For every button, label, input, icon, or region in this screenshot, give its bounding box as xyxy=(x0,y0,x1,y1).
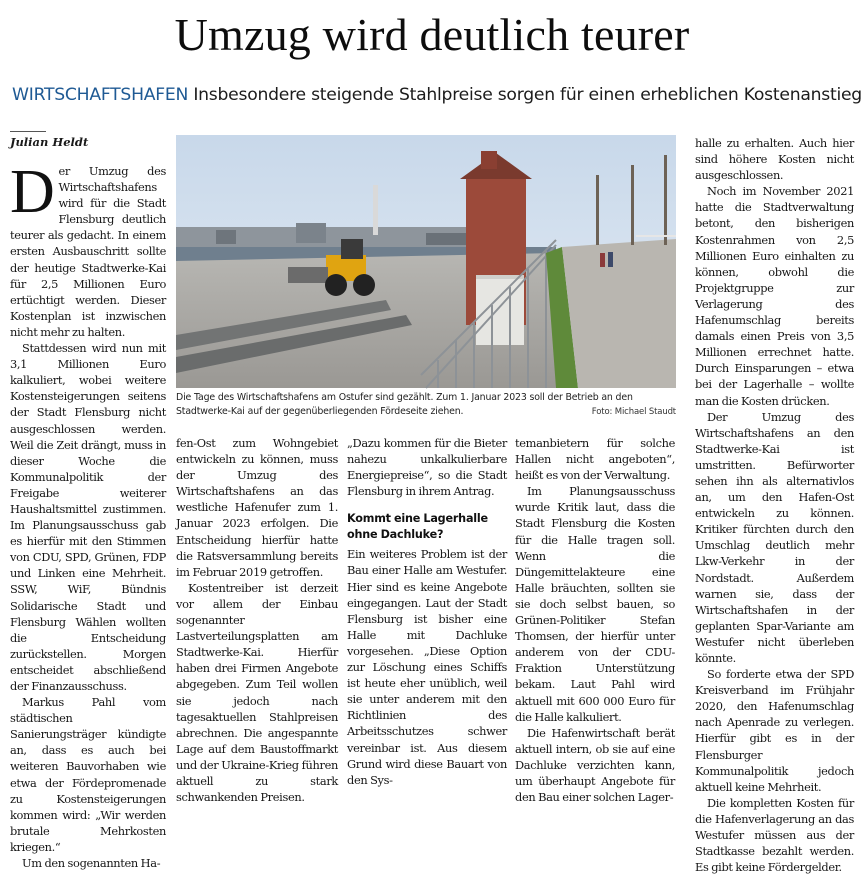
paragraph: Der Umzug des Wirtschaftshafens wird für die Stadt Flensburg deutlich teurer als gedacht. In einem ersten Ausbauschritt sollte der heutige Stadtwerke-Kai für 2,5 Millionen Euro ertüchtigt werden. Dieser Kostenplan ist inzwischen nicht mehr zu halten. xyxy=(10,158,166,339)
kicker: WIRTSCHAFTSHAFEN xyxy=(12,85,189,105)
paragraph: Die Hafenwirtschaft berät aktuell intern, ob sie auf eine Dachluke verzichten kann, um überhaupt Angebote für den Bau einer solchen Lager- xyxy=(515,725,675,805)
article-column-5 xyxy=(695,135,854,875)
paragraph: „Dazu kommen für die Bieter nahezu unkalkulierbare Energiepreise“, so die Stadt Flensburg in ihrem Antrag. xyxy=(347,436,507,499)
headline: Umzug wird deutlich teurer xyxy=(174,9,690,60)
article-column-1 xyxy=(10,158,166,871)
paragraph: Der Umzug des Wirtschaftshafens an den Stadtwerke-Kai ist umstritten. Befürworter sehen ihn als alternativlos an, um den Hafen-Ost entwickeln zu können. Kritiker fürchten durch den Umschlag deutlich mehr Lkw-Verkehr in der Nordstadt. Außerdem warnen sie, dass der Wirtschaftshafen in der geplanten Spar-Variante am Westufer nicht überleben könnte. xyxy=(695,409,854,665)
harbor-photo-illustration xyxy=(176,135,676,388)
article-column-2 xyxy=(176,435,338,805)
paragraph: halle zu erhalten. Auch hier sind höhere Kosten nicht ausgeschlossen. xyxy=(695,136,854,183)
article-photo xyxy=(176,135,676,388)
caption-text: Die Tage des Wirtschaftshafens am Ostufer sind gezählt. Zum 1. Januar 2023 soll der Betrieb an den Stadtwerke-Kai auf der gegenüberliegenden Fördeseite ziehen. xyxy=(176,392,633,417)
paragraph: temanbietern für solche Hallen nicht angeboten“, heißt es von der Verwaltung. xyxy=(515,436,675,483)
drop-cap: D xyxy=(10,158,55,226)
paragraph: Im Planungsausschuss wurde Kritik laut, dass die Stadt Flensburg die Kosten für die Halle tragen soll. Wenn die Düngemittelakteure eine Halle bräuchten, sollten sie sie doch selbst bauen, so Grünen-Politiker Stefan Thomsen, der hierfür unter anderem von der CDU-Fraktion Unterstützung bekam. Laut Pahl wird aktuell mit 600 000 Euro für die Halle kalkuliert. xyxy=(515,484,675,724)
subheadline-line xyxy=(12,85,862,105)
author-byline: Julian Heldt xyxy=(10,135,89,149)
paragraph: Noch im November 2021 hatte die Stadtverwaltung betont, den bisherigen Kostenrahmen von 2,5 Millionen Euro einhalten zu können, obwohl die Projektgruppe zur Verlagerung des Hafenumschlag bereits damals einen Preis von 3,5 Millionen errechnet hatte. Durch Einsparungen – etwa bei der Lagerhalle – wollte man die Kosten drücken. xyxy=(695,184,854,408)
paragraph: Ein weiteres Problem ist der Bau einer Halle am Westufer. Hier sind es keine Angebote eingegangen. Laut der Stadt Flensburg ist bisher eine Halle mit Dachluke vorgesehen. „Diese Option zur Löschung eines Schiffs ist heute eher unüblich, weil sie unter anderem mit den Richtlinien des Arbeitsschutzes schwer vereinbar ist. Aus diesem Grund wird diese Bauart von den Sys- xyxy=(347,547,507,787)
photo-credit: Foto: Michael Staudt xyxy=(591,406,676,417)
paragraph: Stattdessen wird nun mit 3,1 Millionen Euro kalkuliert, wobei weitere Kostensteigerungen seitens der Stadt Flensburg nicht ausgeschlossen werden. Weil die Zeit drängt, muss in dieser Woche die Kommunalpolitik der Freigabe weiterer Haushaltsmittel zustimmen. Im Planungsausschuss gab es hierfür mit den Stimmen von CDU, SPD, Grünen, FDP und Linken eine Mehrheit. SSW, WiF, Bündnis Solidarische Stadt und Flensburg Wählen wollten die Entscheidung zurückstellen. Morgen entscheidet abschließend der Finanzausschuss. xyxy=(10,341,166,693)
subheadline: Insbesondere steigende Stahlpreise sorgen für einen erheblichen Kostenanstieg xyxy=(193,85,862,105)
author-rule xyxy=(10,131,46,132)
paragraph: Die kompletten Kosten für die Hafenverlagerung an das Westufer müssen aus der Stadtkasse bezahlt werden. Es gibt keine Fördergelder. xyxy=(695,795,854,875)
paragraph: Um den sogenannten Ha- xyxy=(22,856,161,871)
paragraph: So forderte etwa der SPD Kreisverband im Frühjahr 2020, den Hafenumschlag nach Apenrade zu verlegen. Hierfür gibt es in der Flensburger Kommunalpolitik jedoch aktuell keine Mehrheit. xyxy=(695,667,854,794)
paragraph: Markus Pahl vom städtischen Sanierungsträger kündigte an, dass es auch bei weiteren Bauvorhaben wie etwa der Fördepromenade zu Kostensteigerungen kommen wird: „Wir werden brutale Mehrkosten kriegen.“ xyxy=(10,695,166,854)
paragraph: Kostentreiber ist derzeit vor allem der Einbau sogenannter Lastverteilungsplatten am Stadtwerke-Kai. Hierfür haben drei Firmen Angebote abgegeben. Zum Teil wollen sie jedoch nach tagesaktuellen Stahlpreisen abrechnen. Die angespannte Lage auf dem Baustoffmarkt und der Ukraine-Krieg führen aktuell zu stark schwankenden Preisen. xyxy=(176,580,338,805)
photo-caption xyxy=(176,391,676,419)
article-column-3 xyxy=(347,435,507,788)
section-subhead: Kommt eine Lagerhalle ohne Dachluke? xyxy=(347,512,488,541)
paragraph: fen-Ost zum Wohngebiet entwickeln zu können, muss der Umzug des Wirtschaftshafens an das westliche Hafenufer zum 1. Januar 2023 erfolgen. Die Entscheidung hierfür hatte die Ratsversammlung bereits im Februar 2019 getroffen. xyxy=(176,436,338,579)
article-column-4 xyxy=(515,435,675,805)
